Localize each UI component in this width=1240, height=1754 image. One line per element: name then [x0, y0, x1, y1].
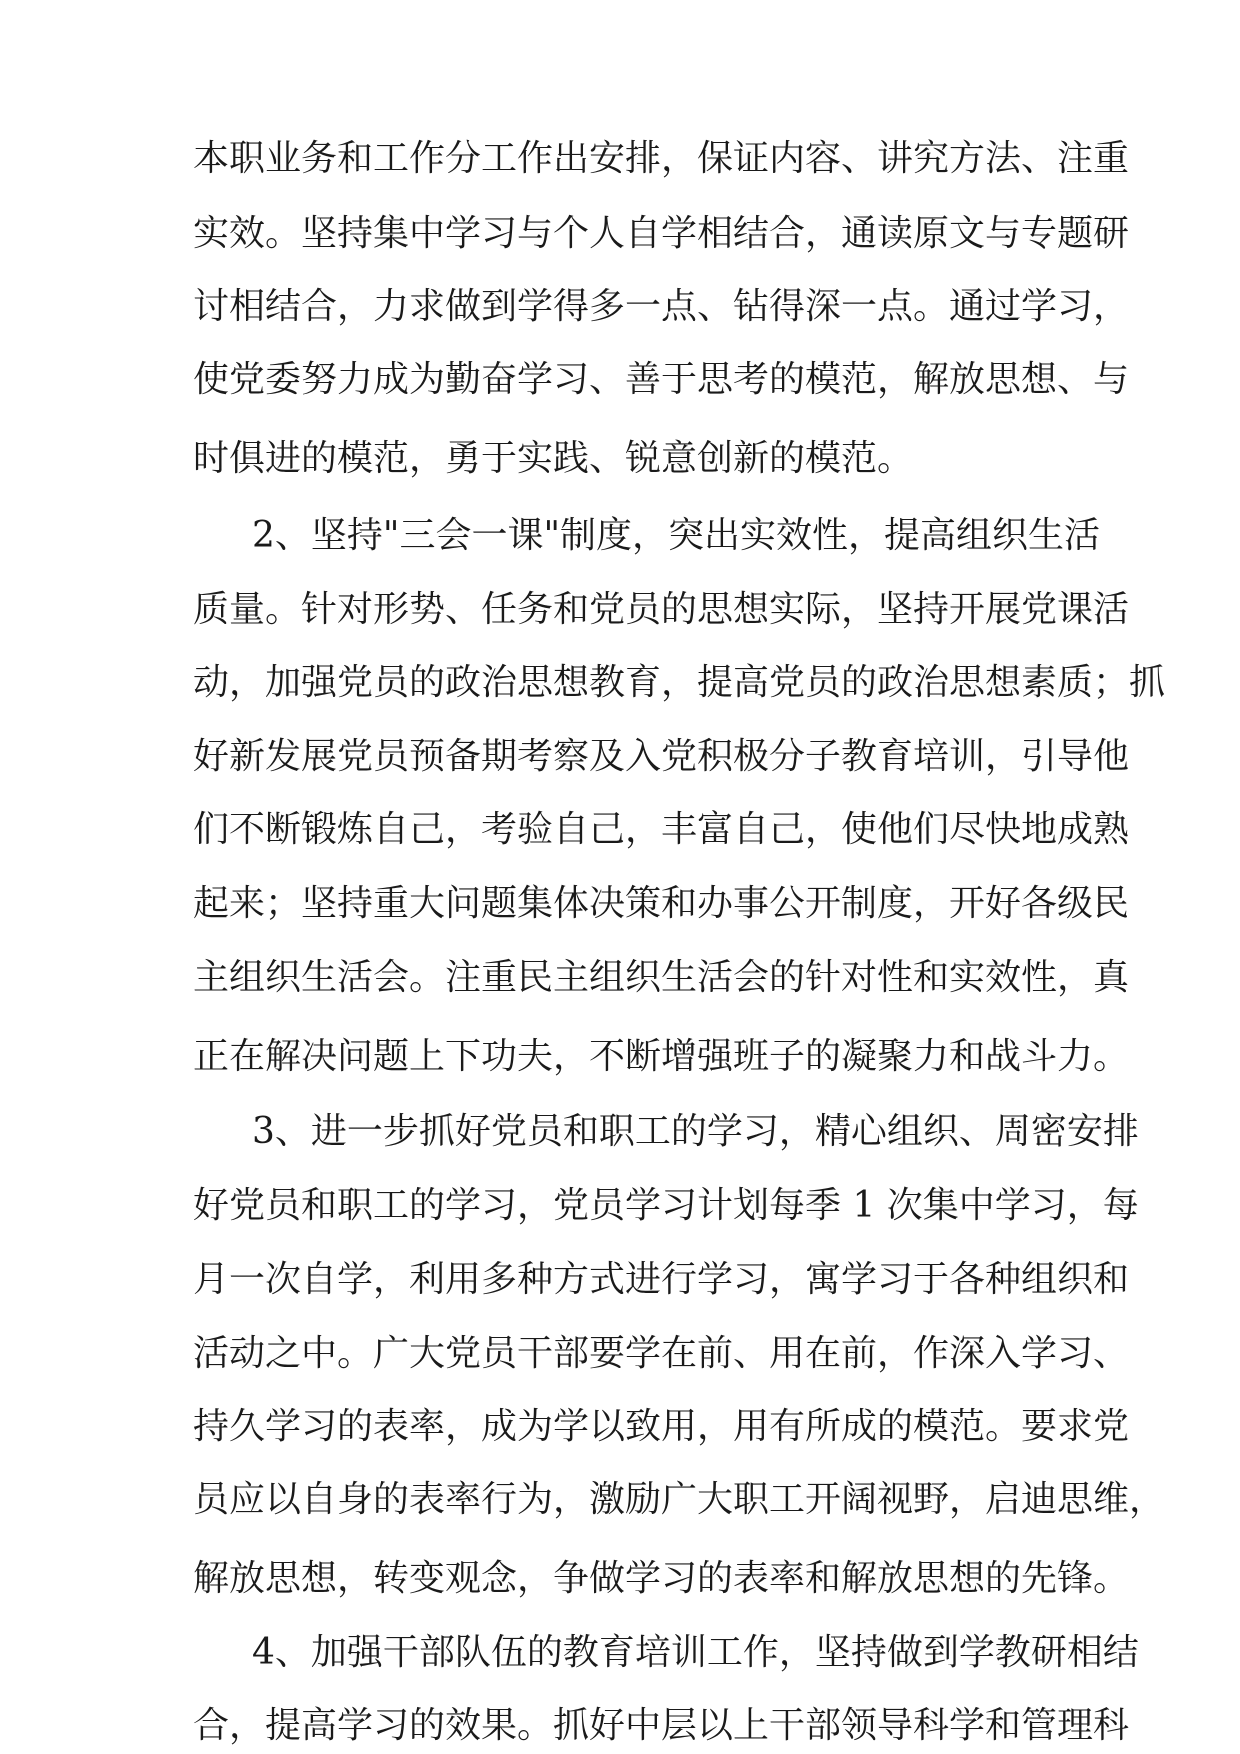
paragraph-line: 动，加强党员的政治思想教育，提高党员的政治思想素质；抓 — [193, 662, 1166, 703]
paragraph-line: 解放思想，转变观念，争做学习的表率和解放思想的先锋。 — [193, 1558, 1130, 1599]
paragraph-line: 好新发展党员预备期考察及入党积极分子教育培训，引导他 — [193, 736, 1130, 777]
paragraph-line: 3、进一步抓好党员和职工的学习，精心组织、周密安排 — [252, 1111, 1139, 1152]
paragraph-line: 起来；坚持重大问题集体决策和办事公开制度，开好各级民 — [193, 883, 1130, 924]
paragraph-line: 实效。坚持集中学习与个人自学相结合，通读原文与专题研 — [193, 213, 1130, 254]
paragraph-line: 好党员和职工的学习，党员学习计划每季 1 次集中学习，每 — [193, 1185, 1139, 1226]
paragraph-line: 本职业务和工作分工作出安排，保证内容、讲究方法、注重 — [193, 138, 1130, 179]
paragraph-line: 时俱进的模范，勇于实践、锐意创新的模范。 — [193, 438, 914, 479]
paragraph-line: 正在解决问题上下功夫，不断增强班子的凝聚力和战斗力。 — [193, 1036, 1130, 1077]
paragraph-line: 2、坚持"三会一课"制度，突出实效性，提高组织生活 — [252, 515, 1101, 556]
paragraph-line: 讨相结合，力求做到学得多一点、钻得深一点。通过学习， — [193, 286, 1130, 327]
paragraph-line: 质量。针对形势、任务和党员的思想实际，坚持开展党课活 — [193, 589, 1130, 630]
paragraph-line: 持久学习的表率，成为学以致用，用有所成的模范。要求党 — [193, 1406, 1130, 1447]
paragraph-line: 4、加强干部队伍的教育培训工作，坚持做到学教研相结 — [252, 1632, 1139, 1673]
paragraph-line: 们不断锻炼自己，考验自己，丰富自己，使他们尽快地成熟 — [193, 809, 1130, 850]
paragraph-line: 月一次自学，利用多种方式进行学习，寓学习于各种组织和 — [193, 1259, 1130, 1300]
paragraph-line: 合，提高学习的效果。抓好中层以上干部领导科学和管理科 — [193, 1705, 1130, 1746]
paragraph-line: 使党委努力成为勤奋学习、善于思考的模范，解放思想、与 — [193, 359, 1130, 400]
paragraph-line: 主组织生活会。注重民主组织生活会的针对性和实效性，真 — [193, 957, 1130, 998]
paragraph-line: 员应以自身的表率行为，激励广大职工开阔视野，启迪思维， — [193, 1479, 1166, 1520]
paragraph-line: 活动之中。广大党员干部要学在前、用在前，作深入学习、 — [193, 1333, 1130, 1374]
